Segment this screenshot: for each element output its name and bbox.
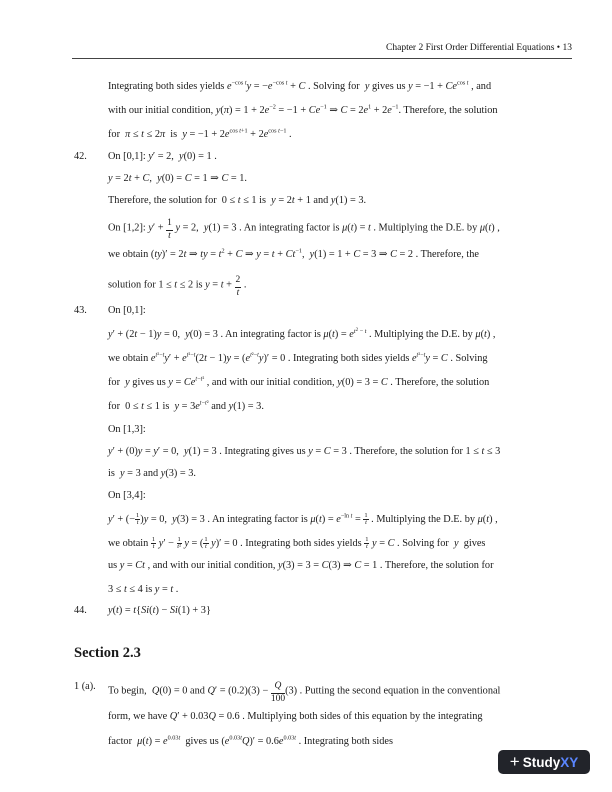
solution-line: On [0,1]: y′ = 2, y(0) = 1 .: [108, 151, 217, 162]
solution-line: is y = 3 and y(3) = 3.: [108, 468, 196, 479]
studyxy-logo: [498, 750, 590, 774]
solution-line: y′ + (− $\frac{1}{t}$ )y = 0, y(3) = 3 . An integrating factor is $\mu(t) = e^{-ln t}$ = $\frac{1}{t}$ . Multiplying the D.E. by μ(t) ,: [108, 512, 498, 526]
solution-line: for π ≤ t ≤ 2π is $y = -1 + 2e^{cos t+1} + 2e^{cos t-1}$ .: [108, 127, 292, 140]
solution-line: Integrating both sides yields $e^{-cos t}y = -e^{-cos t} + C$ . Solving for y gives us $y = -1 + Ce^{cos t}$ , and: [108, 79, 492, 92]
solution-line: y = 2t + C, y(0) = C = 1 ⇒ C = 1.: [108, 173, 248, 184]
logo-suffix: XY: [560, 754, 579, 770]
solution-line: we obtain $e^{t^2-t}y' + e^{t^2-t}(2t - 1)y = (e^{t^2-t}y)' = 0$ . Integrating both sides yields $e^{t^2-t}y = C$ . Solving: [108, 351, 488, 364]
solution-line: we obtain $\frac{1}{t}$ y′ − $\frac{1}{\text{t²}}$ y = ( $\frac{1}{t}$ y)′ = 0 . Integrating both sides yields $\frac{1}{t}$ y = C . Solving for y gives: [108, 536, 486, 550]
problem-number: 43.: [74, 305, 87, 316]
header-rule: [72, 58, 572, 59]
solution-line: form, we have Q′ + 0.03Q = 0.6 . Multiplying both sides of this equation by the integrating: [108, 711, 483, 722]
solution-line: with our initial condition, $y(\pi) = 1 + 2e^{-2} = -1 + Ce^{-1}$ ⇒ $C = 2e^1 + 2e^{-1}$. Therefore, the solution: [108, 103, 498, 116]
problem-number: 44.: [74, 605, 87, 616]
solution-line: To begin, Q(0) = 0 and Q′ = (0.2)(3) − $\frac{Q}{100}$ (3) . Putting the second equation in the conventional: [108, 681, 501, 704]
problem-number: 42.: [74, 151, 87, 162]
solution-line: us y = Ct , and with our initial condition, y(3) = 3 = C(3) ⇒ C = 1 . Therefore, the solution for: [108, 560, 494, 571]
solution-line: On [3,4]:: [108, 490, 146, 501]
solution-line: y′ + (2t − 1)y = 0, y(0) = 3 . An integrating factor is $\mu(t) = e^{t^2 - t}$ . Multiplying the D.E. by μ(t) ,: [108, 327, 496, 340]
solution-line: Therefore, the solution for 0 ≤ t ≤ 1 is y = 2t + 1 and y(1) = 3.: [108, 195, 367, 206]
solution-line: for 0 ≤ t ≤ 1 is $y = 3e^{t-t^2}$ and y(1) = 3.: [108, 399, 264, 412]
problem-number: 1 (a).: [74, 681, 96, 692]
solution-line: y(t) = t{Si(t) − Si(1) + 3}: [108, 605, 211, 616]
solution-line: solution for 1 ≤ t ≤ 2 is y = t + $\frac{2}{t}$ .: [108, 275, 247, 298]
solution-line: 3 ≤ t ≤ 4 is y = t .: [108, 584, 179, 595]
solution-line: On [1,2]: y′ + $\frac{1}{t}$ y = 2, y(1) = 3 . An integrating factor is μ(t) = t . Multiplying the D.E. by μ(t) ,: [108, 218, 500, 241]
logo-name: Study: [522, 754, 561, 770]
running-header: Chapter 2 First Order Differential Equations • 13: [386, 43, 572, 53]
solution-line: for y gives us $y = Ce^{t-t^2}$ , and with our initial condition, y(0) = 3 = C . Therefore, the solution: [108, 375, 490, 388]
plus-icon: +: [509, 751, 520, 771]
section-heading: Section 2.3: [74, 645, 141, 661]
solution-line: On [0,1]:: [108, 305, 146, 316]
solution-line: On [1,3]:: [108, 424, 146, 435]
solution-line: factor $\mu(t) = e^{0.03t}$ gives us $(e^{0.03t}Q)' = 0.6e^{0.03t}$ . Integrating both sides: [108, 734, 393, 747]
solution-line: we obtain (ty)′ = 2t ⇒ ty = $t^2 + C$ ⇒ $y = t + Ct^{-1}$, y(1) = 1 + C = 3 ⇒ C = 2 . Therefore, the: [108, 247, 479, 260]
solution-line: y′ + (0)y = y′ = 0, y(1) = 3 . Integrating gives us y = C = 3 . Therefore, the solution for 1 ≤ t ≤ 3: [108, 446, 501, 457]
